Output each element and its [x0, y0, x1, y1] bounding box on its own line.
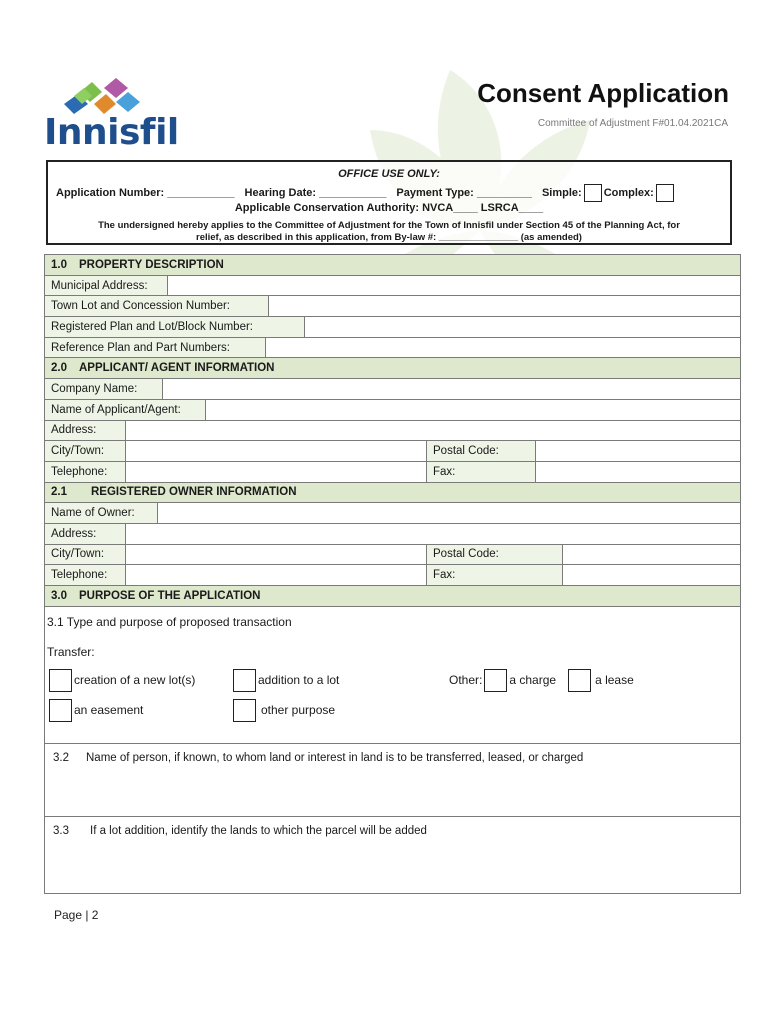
addition-checkbox[interactable] [233, 669, 256, 692]
payment-type-field[interactable]: Payment Type: _________ [396, 187, 532, 199]
section-heading: APPLICANT/ AGENT INFORMATION [79, 362, 275, 375]
section-3-header [45, 586, 740, 607]
new-lot-checkbox[interactable] [49, 669, 72, 692]
charge-label: a charge [509, 673, 557, 688]
easement-label: an easement [74, 703, 144, 718]
question-3-3: If a lot addition, identify the lands to which the parcel will be added [90, 824, 427, 837]
company-name-input[interactable] [163, 379, 740, 399]
owner-phone-row [45, 565, 740, 586]
office-use-row [56, 184, 676, 202]
hearing-date-field[interactable]: Hearing Date: ___________ [244, 187, 387, 199]
owner-address-label: Address: [45, 524, 126, 544]
registered-plan-input[interactable] [305, 317, 740, 337]
other-label: Other: [449, 673, 483, 688]
question-3-3-box[interactable] [45, 817, 740, 893]
section-heading: REGISTERED OWNER INFORMATION [91, 486, 297, 499]
owner-name-row [45, 503, 740, 524]
application-number-field[interactable]: Application Number: ___________ [56, 187, 235, 199]
option-addition[interactable] [233, 669, 339, 692]
owner-postal-label: Postal Code: [427, 545, 563, 565]
option-easement[interactable] [49, 699, 143, 722]
office-use-box [46, 160, 732, 245]
applicant-phone-label: Telephone: [45, 462, 126, 482]
owner-phone-input[interactable] [126, 565, 427, 585]
owner-fax-input[interactable] [563, 565, 740, 585]
applicant-address-input[interactable] [126, 421, 740, 441]
page-title: Consent Application [477, 78, 729, 108]
applicant-name-input[interactable] [206, 400, 740, 420]
easement-checkbox[interactable] [49, 699, 72, 722]
new-lot-label: creation of a new lot(s) [74, 673, 196, 688]
applicant-city-label: City/Town: [45, 441, 126, 461]
company-name-row [45, 379, 740, 400]
section-number: 1.0 [51, 258, 67, 271]
charge-checkbox[interactable] [484, 669, 507, 692]
question-number: 3.3 [53, 824, 69, 837]
section-number: 2.0 [51, 362, 67, 375]
consent-form [44, 254, 741, 894]
municipal-address-input[interactable] [168, 276, 740, 296]
addition-label: addition to a lot [258, 673, 340, 688]
owner-city-label: City/Town: [45, 545, 126, 565]
applicant-name-label: Name of Applicant/Agent: [45, 400, 206, 420]
owner-name-input[interactable] [158, 503, 740, 523]
complex-checkbox[interactable] [656, 184, 674, 202]
applicant-fax-input[interactable] [536, 462, 740, 482]
owner-city-input[interactable] [126, 545, 427, 565]
section-number: 2.1 [51, 486, 67, 499]
other-purpose-label: other purpose [261, 703, 336, 718]
reference-plan-label: Reference Plan and Part Numbers: [45, 338, 266, 358]
option-new-lot[interactable] [49, 669, 195, 692]
simple-label: Simple: [541, 187, 582, 199]
town-lot-label: Town Lot and Concession Number: [45, 296, 269, 316]
question-3-2: Name of person, if known, to whom land or interest in land is to be transferred, leased, or charged [86, 751, 584, 764]
applicant-city-input[interactable] [126, 441, 427, 461]
applicant-phone-row [45, 462, 740, 483]
declaration-line-1: The undersigned hereby applies to the Committee of Adjustment for the Town of Innisfil under Section 45 of the Planning Act, for [98, 220, 680, 231]
applicant-postal-input[interactable] [536, 441, 740, 461]
applicant-address-label: Address: [45, 421, 126, 441]
section-heading: PROPERTY DESCRIPTION [79, 258, 224, 271]
form-code: Committee of Adjustment F#01.04.2021CA [537, 118, 728, 129]
conservation-authority[interactable]: Applicable Conservation Authority: NVCA____ LSRCA____ [234, 202, 544, 214]
owner-postal-input[interactable] [563, 545, 740, 565]
option-other-group [449, 669, 634, 692]
owner-address-row [45, 524, 740, 545]
office-use-title: OFFICE USE ONLY: [338, 168, 440, 180]
owner-phone-label: Telephone: [45, 565, 126, 585]
applicant-name-row [45, 400, 740, 421]
option-other-purpose[interactable] [233, 699, 335, 722]
declaration-line-2: relief, as described in this application, from By-law #: _______________ (as amended) [196, 232, 582, 243]
company-name-label: Company Name: [45, 379, 163, 399]
municipal-address-label: Municipal Address: [45, 276, 168, 296]
section-number: 3.0 [51, 589, 67, 602]
owner-name-label: Name of Owner: [45, 503, 158, 523]
owner-fax-label: Fax: [427, 565, 563, 585]
purpose-section [45, 607, 740, 744]
reference-plan-row [45, 338, 740, 359]
question-3-2-box[interactable] [45, 744, 740, 817]
transfer-label: Transfer: [47, 644, 95, 659]
town-lot-row [45, 296, 740, 317]
registered-plan-row [45, 317, 740, 338]
lease-checkbox[interactable] [568, 669, 591, 692]
applicant-postal-label: Postal Code: [427, 441, 536, 461]
municipal-address-row [45, 276, 740, 297]
question-3-1: 3.1 Type and purpose of proposed transaction [47, 614, 292, 629]
section-21-header [45, 483, 740, 504]
registered-plan-label: Registered Plan and Lot/Block Number: [45, 317, 305, 337]
applicant-city-row [45, 441, 740, 462]
complex-label: Complex: [603, 187, 654, 199]
section-2-header [45, 358, 740, 379]
declaration-text [56, 220, 722, 244]
simple-checkbox[interactable] [584, 184, 602, 202]
section-heading: PURPOSE OF THE APPLICATION [79, 589, 261, 602]
applicant-phone-input[interactable] [126, 462, 427, 482]
lease-label: a lease [595, 673, 634, 688]
other-purpose-checkbox[interactable] [233, 699, 256, 722]
section-1-header [45, 255, 740, 276]
applicant-address-row [45, 421, 740, 442]
logo-wordmark: Innisfil [44, 112, 179, 153]
owner-address-input[interactable] [126, 524, 740, 544]
page-number: Page | 2 [54, 908, 99, 922]
question-number: 3.2 [53, 751, 69, 764]
owner-city-row [45, 545, 740, 566]
town-lot-input[interactable] [269, 296, 740, 316]
applicant-fax-label: Fax: [427, 462, 536, 482]
reference-plan-input[interactable] [266, 338, 740, 358]
